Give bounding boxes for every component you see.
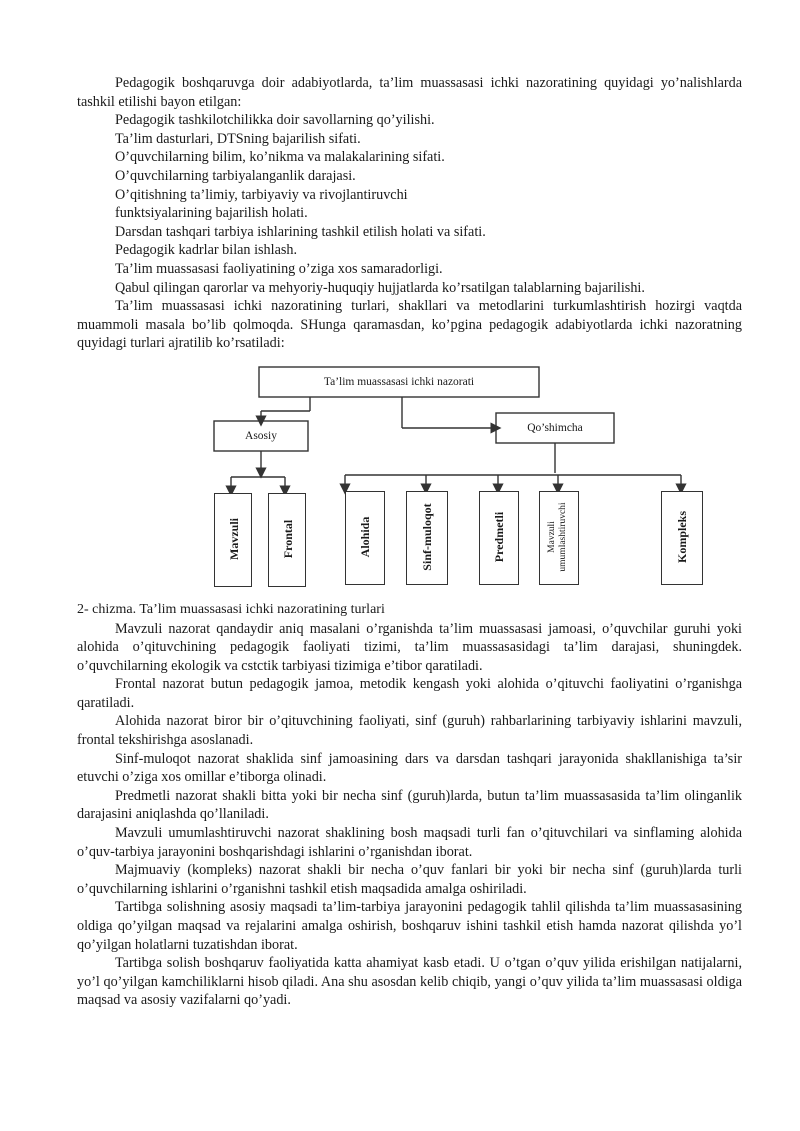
qoshimcha-label: Qo’shimcha (527, 421, 583, 434)
body-paragraph: Tartibga solish boshqaruv faoliyatida katta ahamiyat kasb etadi. U o’tgan o’quv yilida erishilgan natijalarni, yo’l qo’yilgan kamchiliklarni hisob qiladi. Ana shu asosdan kelib chiqib, yangi o’quv yilida ta’lim muassasasi oldiga maqsad va asosiy vazifalarni qo’yadi. (77, 955, 742, 1009)
list-item: O’qitishning ta’limiy, tarbiyaviy va rivojlantiruvchi (115, 186, 408, 203)
figure-caption: 2- chizma. Ta’lim muassasasi ichki nazoratining turlari (77, 601, 385, 617)
mavzuli-umumlashtiruvchi-label: Mavzuli umumlashtiruvchi (547, 502, 568, 572)
intro-paragraph: Pedagogik boshqaruvga doir adabiyotlarda, ta’lim muassasasi ichki nazoratining quyidagi yo’nalishlarda tashkil etilishi bayon etilgan: (77, 75, 742, 110)
body-paragraph: Sinf-muloqot nazorat shaklida sinf jamoasining dars va darsdan tashqari jarayonida shakllanishiga ta’sir etuvchi o’ziga xos omillar e’tiborga olinadi. (77, 750, 742, 786)
body-paragraph: Predmetli nazorat shakli bitta yoki bir necha sinf (guruh)larda, butun ta’lim muassasasida ta’lim olinganlik darajasini aniqlashda qo’llaniladi. (77, 787, 742, 823)
body-paragraph: Frontal nazorat butun pedagogik jamoa, metodik kengash yoki alohida o’qituvchi faoliyatini o’rganishga qaratiladi. (77, 676, 742, 711)
body-paragraph: Mavzuli nazorat qandaydir aniq masalani o’rganishda ta’lim muassasasi jamoasi, o’quvchilar guruhi yoki alohida o’qituvchining pedagogik faoliyati tizimi, ta’lim muassasasidagi ta’lim darajasi, shuningdek. o’quvchilarning ekologik va cstctik tarbiyasi tizimiga e’tibor qaratiladi. (77, 620, 742, 674)
mavzuli-label: Mavzuli (227, 517, 241, 560)
list-item: Pedagogik kadrlar bilan ishlash. (115, 242, 298, 259)
document-page (77, 74, 742, 1010)
body-paragraph: Alohida nazorat biror bir o’qituvchining faoliyati, sinf (guruh) rahbarlarining tarbiyaviy ishlarini mavzuli, frontal tekshirishga asoslanadi. (77, 713, 742, 749)
list-item: Ta’lim dasturlari, DTSning bajarilish sifati. (115, 130, 361, 147)
list-item: funktsiyalarining bajarilish holati. (115, 205, 308, 222)
list-item: Pedagogik tashkilotchilikka doir savollarning qo’yilishi. (115, 112, 435, 129)
asosiy-label: Asosiy (245, 429, 277, 442)
predmetli-label: Predmetli (492, 511, 506, 563)
control-types-diagram (77, 365, 742, 601)
alohida-label: Alohida (358, 516, 372, 558)
body-paragraph: Mavzuli umumlashtiruvchi nazorat shaklining bosh maqsadi turli fan o’qituvchilari va sinflaming alohida o’quv-tarbiya jarayonini boshqarishdagi ishlarini o’rganishdan iborat. (77, 825, 742, 860)
sinf-muloqot-label: Sinf-muloqot (420, 503, 434, 571)
list-item: Darsdan tashqari tarbiya ishlarining tashkil etilish holati va sifati. (115, 223, 486, 240)
intro-paragraph-2: Ta’lim muassasasi ichki nazoratining turlari, shakllari va metodlarini turkumlashtirish hozirgi vaqtda muammoli masala bo’lib qolmoqda. SHunga qaramasdan, ko’pgina pedagogik adabiyotlarda ichki nazoratning quyidagi turlari ajratilib ko’rsatiladi: (77, 298, 742, 352)
list-item: O’quvchilarning tarbiyalanganlik darajasi. (115, 167, 356, 184)
list-item: Ta’lim muassasasi faoliyatining o’ziga xos samaradorligi. (115, 260, 443, 277)
root-label: Ta’lim muassasasi ichki nazorati (323, 375, 475, 388)
body-paragraph: Tartibga solishning asosiy maqsadi ta’lim-tarbiya jarayonini pedagogik tahlil qilishda ta’lim muassasasining oldiga qo’yilgan maqsad va rejalarini amalga oshirish, boshqaruv ishini tashkil etish hamda nazorat qilishda yo’l qo’yilgan holatlarni tuzatishdan iborat. (77, 899, 742, 953)
body-paragraph: Majmuaviy (kompleks) nazorat shakli bir necha o’quv fanlari bir yoki bir necha sinf (guruh)larda turli o’quvchilarning ishlarini o’rganishni tashkil etish maqsadida amalga oshiriladi. (77, 862, 742, 897)
frontal-label: Frontal (281, 519, 295, 559)
list-item: O’quvchilarning bilim, ko’nikma va malakalarining sifati. (115, 149, 445, 166)
list-item: Qabul qilingan qarorlar va mehyoriy-huquqiy hujjatlarda ko’rsatilgan talablarning bajarilishi. (115, 279, 645, 296)
kompleks-label: Kompleks (675, 510, 689, 563)
